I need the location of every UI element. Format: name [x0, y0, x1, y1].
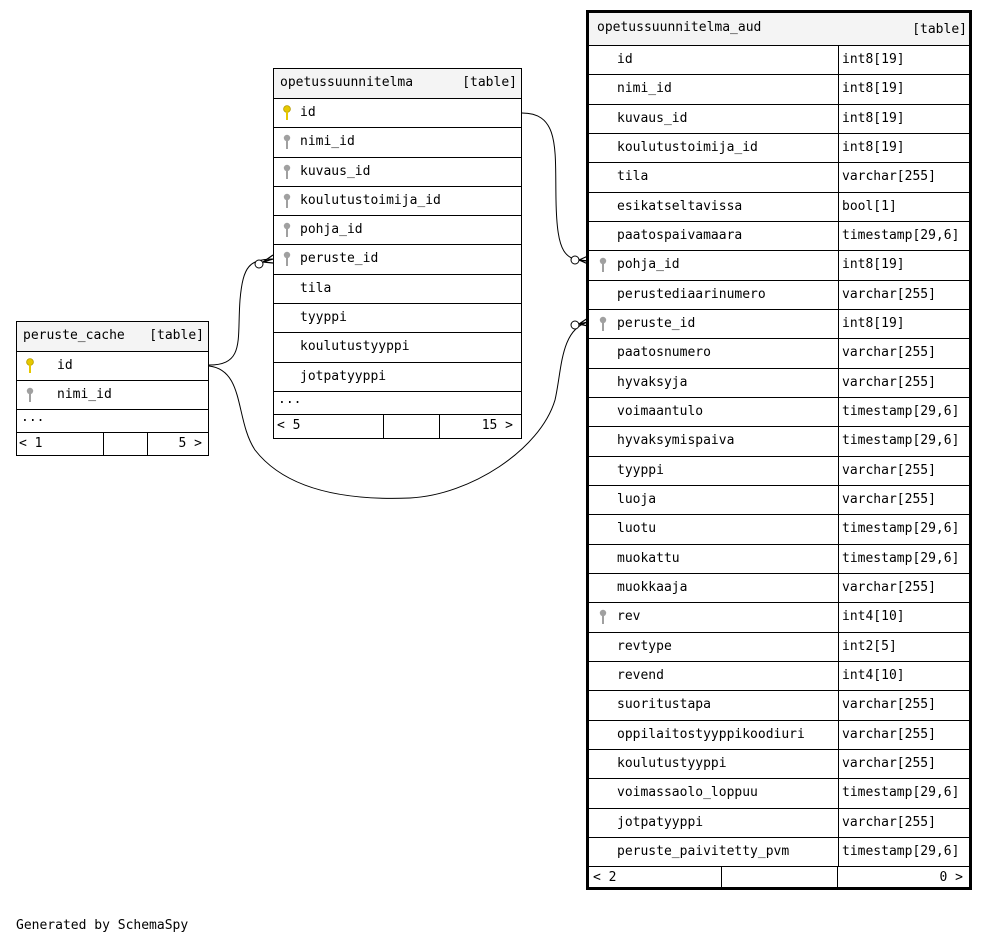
- column-type: varchar[255]: [838, 486, 969, 514]
- table-opetussuunnitelma-aud[interactable]: [586, 10, 972, 890]
- column-row: [274, 187, 521, 216]
- column-name: pohja_id: [300, 222, 363, 238]
- column-name: muokkaaja: [617, 579, 688, 595]
- column-row: [274, 333, 521, 362]
- column-name: id: [57, 358, 73, 373]
- column-row: [589, 310, 969, 339]
- rows-count: [722, 867, 838, 890]
- column-row: [589, 75, 969, 104]
- column-row: [589, 339, 969, 368]
- column-row: [589, 427, 969, 456]
- parents-count[interactable]: < 1: [17, 433, 104, 455]
- column-type: int8[19]: [838, 251, 969, 279]
- link-peruste-cache-crowfoot: [263, 255, 273, 263]
- column-name: paatospaivamaara: [617, 227, 743, 243]
- column-row: [274, 99, 521, 128]
- column-name: koulutustoimija_id: [300, 192, 441, 208]
- column-type: timestamp[29,6]: [838, 427, 969, 455]
- column-name: voimassaolo_loppuu: [617, 785, 758, 801]
- column-row: [589, 163, 969, 192]
- column-row: [589, 281, 969, 310]
- table-footer: [274, 415, 521, 438]
- children-count[interactable]: 15 >: [481, 417, 513, 433]
- rows-count: [384, 415, 440, 438]
- column-name: oppilaitostyyppikoodiuri: [617, 726, 805, 742]
- link-peruste-cache-optional-end: [255, 260, 263, 268]
- table-footer: [589, 867, 969, 890]
- column-list: [589, 46, 969, 867]
- column-type: varchar[255]: [838, 809, 969, 837]
- table-header: [17, 322, 208, 352]
- parents-count[interactable]: < 5: [274, 415, 384, 438]
- table-kind: [table]: [149, 328, 204, 343]
- column-name: luotu: [617, 521, 657, 537]
- column-type: int8[19]: [838, 310, 969, 338]
- foreign-key-icon: [283, 134, 291, 150]
- column-name: revtype: [617, 638, 672, 654]
- column-name: tila: [300, 280, 332, 296]
- children-count[interactable]: 0 >: [939, 870, 963, 886]
- column-row: [589, 603, 969, 632]
- column-type: bool[1]: [838, 193, 969, 221]
- column-type: int8[19]: [838, 134, 969, 162]
- more-columns: [274, 392, 521, 415]
- column-type: timestamp[29,6]: [838, 515, 969, 543]
- column-name: jotpatyyppi: [300, 368, 387, 384]
- column-type: timestamp[29,6]: [838, 398, 969, 426]
- foreign-key-icon: [283, 251, 291, 267]
- table-peruste-cache[interactable]: [16, 321, 209, 456]
- link-pohja-id: [522, 113, 588, 261]
- column-row: [589, 398, 969, 427]
- column-name: pohja_id: [617, 257, 680, 273]
- column-name: koulutustoimija_id: [617, 139, 758, 155]
- column-name: jotpatyyppi: [617, 814, 704, 830]
- column-row: [589, 633, 969, 662]
- column-name: nimi_id: [617, 81, 672, 97]
- column-row: [274, 304, 521, 333]
- column-name: peruste_id: [300, 251, 379, 267]
- primary-key-icon: [283, 105, 291, 121]
- column-row: [589, 750, 969, 779]
- column-row: [589, 691, 969, 720]
- column-type: timestamp[29,6]: [838, 838, 969, 866]
- foreign-key-icon: [599, 609, 607, 625]
- column-row: [589, 662, 969, 691]
- column-type: int2[5]: [838, 633, 969, 661]
- more-indicator: ...: [278, 391, 302, 407]
- column-name: perustediaarinumero: [617, 286, 766, 302]
- foreign-key-icon: [599, 257, 607, 273]
- column-row: [17, 352, 208, 381]
- foreign-key-icon: [26, 387, 34, 403]
- table-header: [589, 13, 969, 46]
- column-name: koulutustyyppi: [617, 755, 727, 771]
- column-name: suoritustapa: [617, 697, 711, 713]
- column-name: nimi_id: [300, 134, 355, 150]
- table-name: opetussuunnitelma_aud: [597, 20, 762, 35]
- column-name: rev: [617, 609, 641, 625]
- column-name: paatosnumero: [617, 345, 711, 361]
- column-row: [589, 574, 969, 603]
- column-type: varchar[255]: [838, 339, 969, 367]
- column-type: timestamp[29,6]: [838, 222, 969, 250]
- column-type: varchar[255]: [838, 574, 969, 602]
- column-name: kuvaus_id: [617, 110, 688, 126]
- column-row: [589, 721, 969, 750]
- column-type: varchar[255]: [838, 457, 969, 485]
- column-row: [274, 363, 521, 392]
- column-type: varchar[255]: [838, 721, 969, 749]
- column-row: [274, 216, 521, 245]
- table-header: [274, 69, 521, 99]
- column-row: [589, 809, 969, 838]
- column-type: varchar[255]: [838, 691, 969, 719]
- column-row: [589, 457, 969, 486]
- column-row: [589, 545, 969, 574]
- column-name: revend: [617, 667, 664, 683]
- column-name: hyvaksyja: [617, 374, 688, 390]
- column-name: luoja: [617, 491, 657, 507]
- column-name: esikatseltavissa: [617, 198, 743, 214]
- column-name: nimi_id: [57, 387, 112, 402]
- column-name: tila: [617, 169, 649, 185]
- more-indicator: ...: [21, 410, 45, 425]
- link-pohja-id-optional-end: [571, 256, 579, 264]
- primary-key-icon: [26, 358, 34, 374]
- column-row: [274, 128, 521, 157]
- column-row: [274, 158, 521, 187]
- column-name: id: [300, 105, 316, 120]
- foreign-key-icon: [599, 316, 607, 332]
- table-kind: [table]: [912, 22, 967, 37]
- link-peruste-cache-aud-optional-end: [571, 321, 579, 329]
- column-row: [589, 46, 969, 75]
- more-columns: [17, 410, 208, 433]
- column-type: int8[19]: [838, 105, 969, 133]
- column-row: [589, 251, 969, 280]
- column-name: koulutustyyppi: [300, 339, 410, 355]
- table-name: peruste_cache: [23, 328, 125, 343]
- column-type: varchar[255]: [838, 369, 969, 397]
- column-row: [589, 838, 969, 867]
- children-count[interactable]: 5 >: [178, 436, 202, 451]
- column-type: varchar[255]: [838, 163, 969, 191]
- column-row: [589, 222, 969, 251]
- column-type: int8[19]: [838, 46, 969, 74]
- column-row: [589, 134, 969, 163]
- column-name: kuvaus_id: [300, 163, 371, 179]
- column-name: hyvaksymispaiva: [617, 433, 735, 449]
- generated-by-credit: Generated by SchemaSpy: [16, 918, 189, 933]
- column-row: [274, 245, 521, 274]
- foreign-key-icon: [283, 164, 291, 180]
- column-name: peruste_id: [617, 315, 696, 331]
- column-row: [589, 515, 969, 544]
- table-name: opetussuunnitelma: [280, 75, 414, 90]
- column-row: [274, 275, 521, 304]
- column-name: peruste_paivitetty_pvm: [617, 843, 790, 859]
- column-row: [17, 381, 208, 410]
- table-kind: [table]: [462, 75, 517, 90]
- foreign-key-icon: [283, 222, 291, 238]
- foreign-key-icon: [283, 193, 291, 209]
- parents-count[interactable]: < 2: [589, 867, 722, 890]
- column-row: [589, 486, 969, 515]
- table-opetussuunnitelma[interactable]: [273, 68, 522, 439]
- column-name: tyyppi: [617, 462, 664, 478]
- rows-count: [104, 433, 148, 455]
- link-peruste-cache-opetussuunnitelma: [209, 259, 272, 365]
- column-name: tyyppi: [300, 310, 347, 326]
- column-name: voimaantulo: [617, 403, 704, 419]
- column-row: [589, 105, 969, 134]
- column-type: int8[19]: [838, 75, 969, 103]
- column-type: varchar[255]: [838, 281, 969, 309]
- column-type: timestamp[29,6]: [838, 779, 969, 807]
- column-type: timestamp[29,6]: [838, 545, 969, 573]
- column-type: varchar[255]: [838, 750, 969, 778]
- column-type: int4[10]: [838, 603, 969, 631]
- column-type: int4[10]: [838, 662, 969, 690]
- column-row: [589, 779, 969, 808]
- column-row: [589, 369, 969, 398]
- column-name: id: [617, 52, 633, 67]
- column-name: muokattu: [617, 550, 680, 566]
- table-footer: [17, 433, 208, 455]
- column-row: [589, 193, 969, 222]
